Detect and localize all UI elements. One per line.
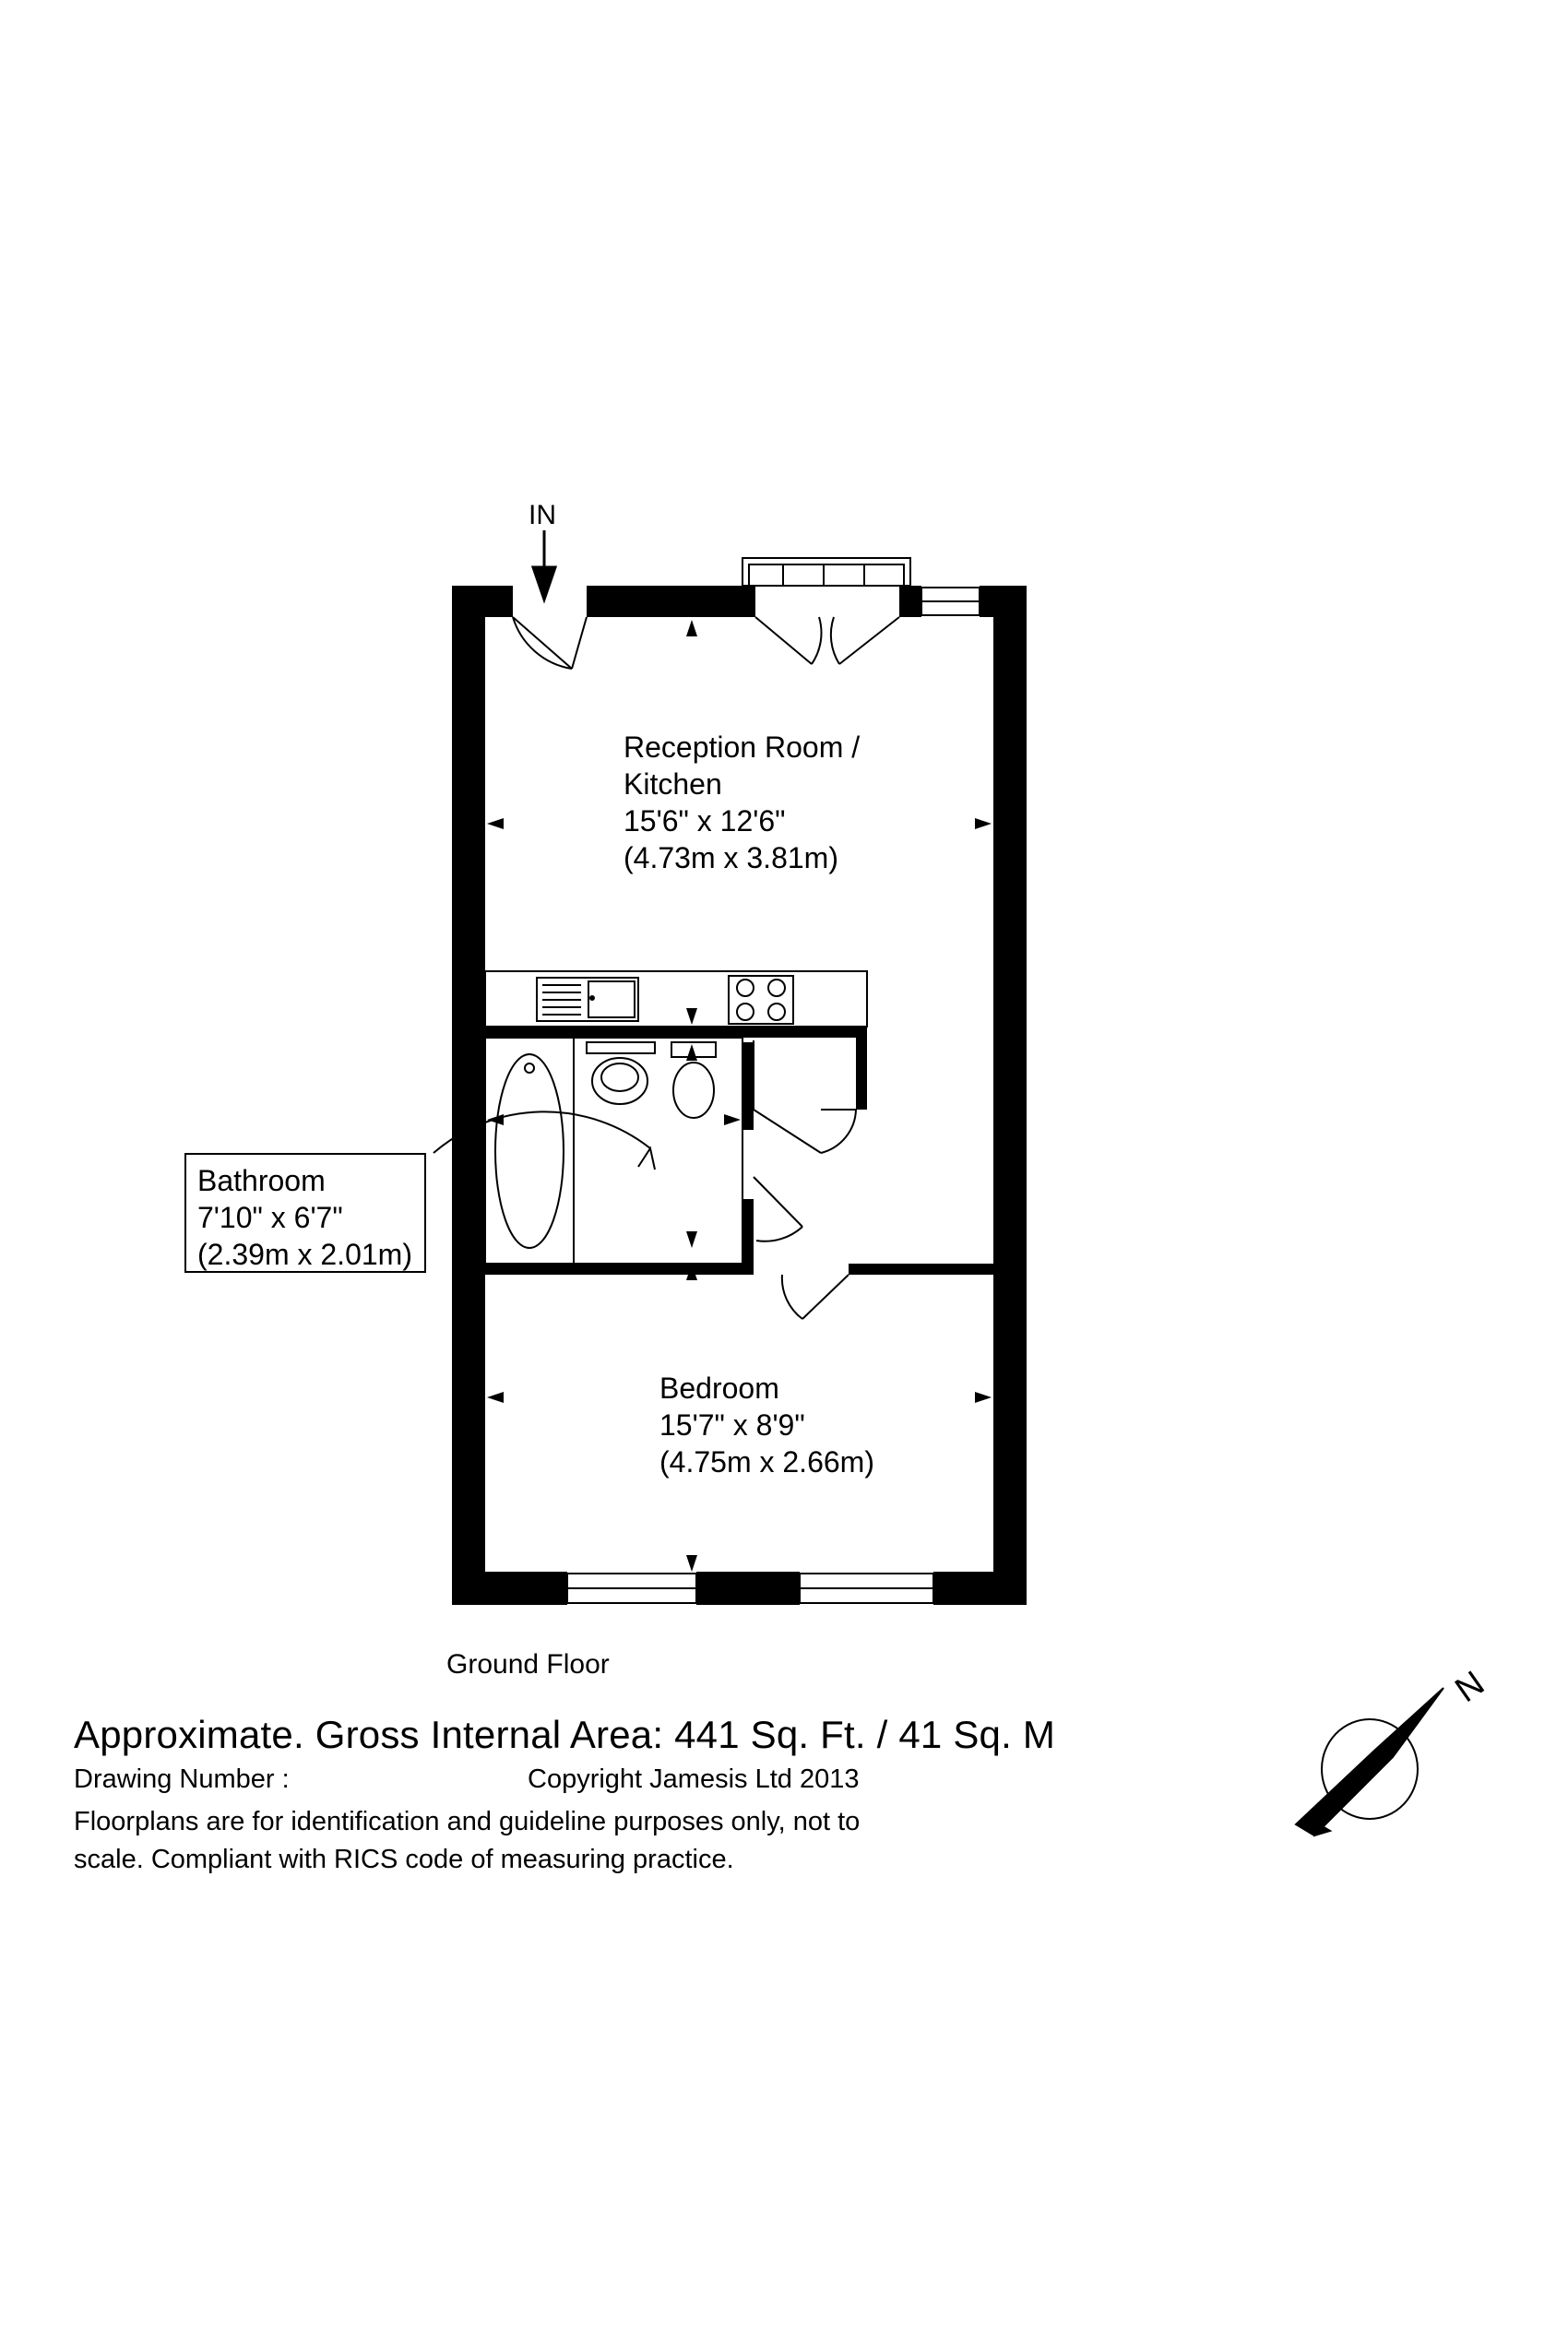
disclaimer-line1: Floorplans are for identification and guideline purposes only, not to (74, 1807, 861, 1836)
entrance-door (513, 617, 587, 669)
wall-bath-bedroom-1 (485, 1264, 747, 1275)
bathroom-label-box (184, 1153, 426, 1273)
entrance-label: IN (529, 500, 556, 530)
wall-bottom-1 (452, 1572, 567, 1605)
reception-name-line2: Kitchen (624, 767, 722, 801)
north-compass-icon (1296, 1688, 1443, 1835)
bedroom-metric: (4.75m x 2.66m) (659, 1445, 874, 1479)
wall-kitchen-bath (485, 1027, 867, 1038)
bedroom-name: Bedroom (659, 1372, 779, 1405)
wall-top-4 (980, 586, 1027, 617)
bedroom-label (659, 1370, 874, 1480)
wall-bath-side-2 (742, 1199, 754, 1275)
bedroom-door (782, 1275, 849, 1319)
disclaimer-text (74, 1803, 1088, 1879)
wall-bath-side-1 (742, 1042, 754, 1130)
wall-top-3 (899, 586, 921, 617)
bathroom-imperial: 7'10" x 6'7" (197, 1201, 343, 1234)
gross-internal-area: Approximate. Gross Internal Area: 441 Sq. Ft. / 41 Sq. M (74, 1713, 1056, 1756)
internal-walls (485, 1027, 993, 1275)
reception-room-label (624, 729, 860, 876)
wall-top-2 (587, 586, 755, 617)
entrance-arrow-icon (533, 530, 555, 600)
wall-bottom-3 (933, 1572, 1027, 1605)
bedroom-imperial: 15'7" x 8'9" (659, 1408, 805, 1442)
wall-right (993, 586, 1027, 1605)
wall-top-1 (452, 586, 513, 617)
north-label: N (1448, 1663, 1492, 1711)
copyright-text: Copyright Jamesis Ltd 2013 (528, 1764, 860, 1794)
floor-label: Ground Floor (446, 1649, 610, 1680)
wall-cupboard-right (856, 1027, 867, 1110)
bathroom-name: Bathroom (197, 1164, 326, 1197)
french-door-frame (742, 558, 910, 586)
drawing-number-label: Drawing Number : (74, 1764, 290, 1794)
wall-bottom-2 (696, 1572, 800, 1605)
reception-name-line1: Reception Room / (624, 731, 861, 764)
bathroom-door (754, 1177, 802, 1241)
cupboard-door (754, 1040, 856, 1153)
kitchen-worktop (485, 971, 867, 1027)
basin-icon (587, 1042, 655, 1053)
french-doors (755, 617, 899, 664)
wall-bath-bedroom-2 (849, 1264, 993, 1275)
bath-tub (485, 1038, 574, 1264)
reception-metric: (4.73m x 3.81m) (624, 841, 838, 874)
wall-left (452, 586, 485, 1605)
reception-imperial: 15'6" x 12'6" (624, 804, 786, 837)
disclaimer-line2: scale. Compliant with RICS code of measuring practice. (74, 1845, 734, 1874)
bathroom-metric: (2.39m x 2.01m) (197, 1238, 412, 1271)
